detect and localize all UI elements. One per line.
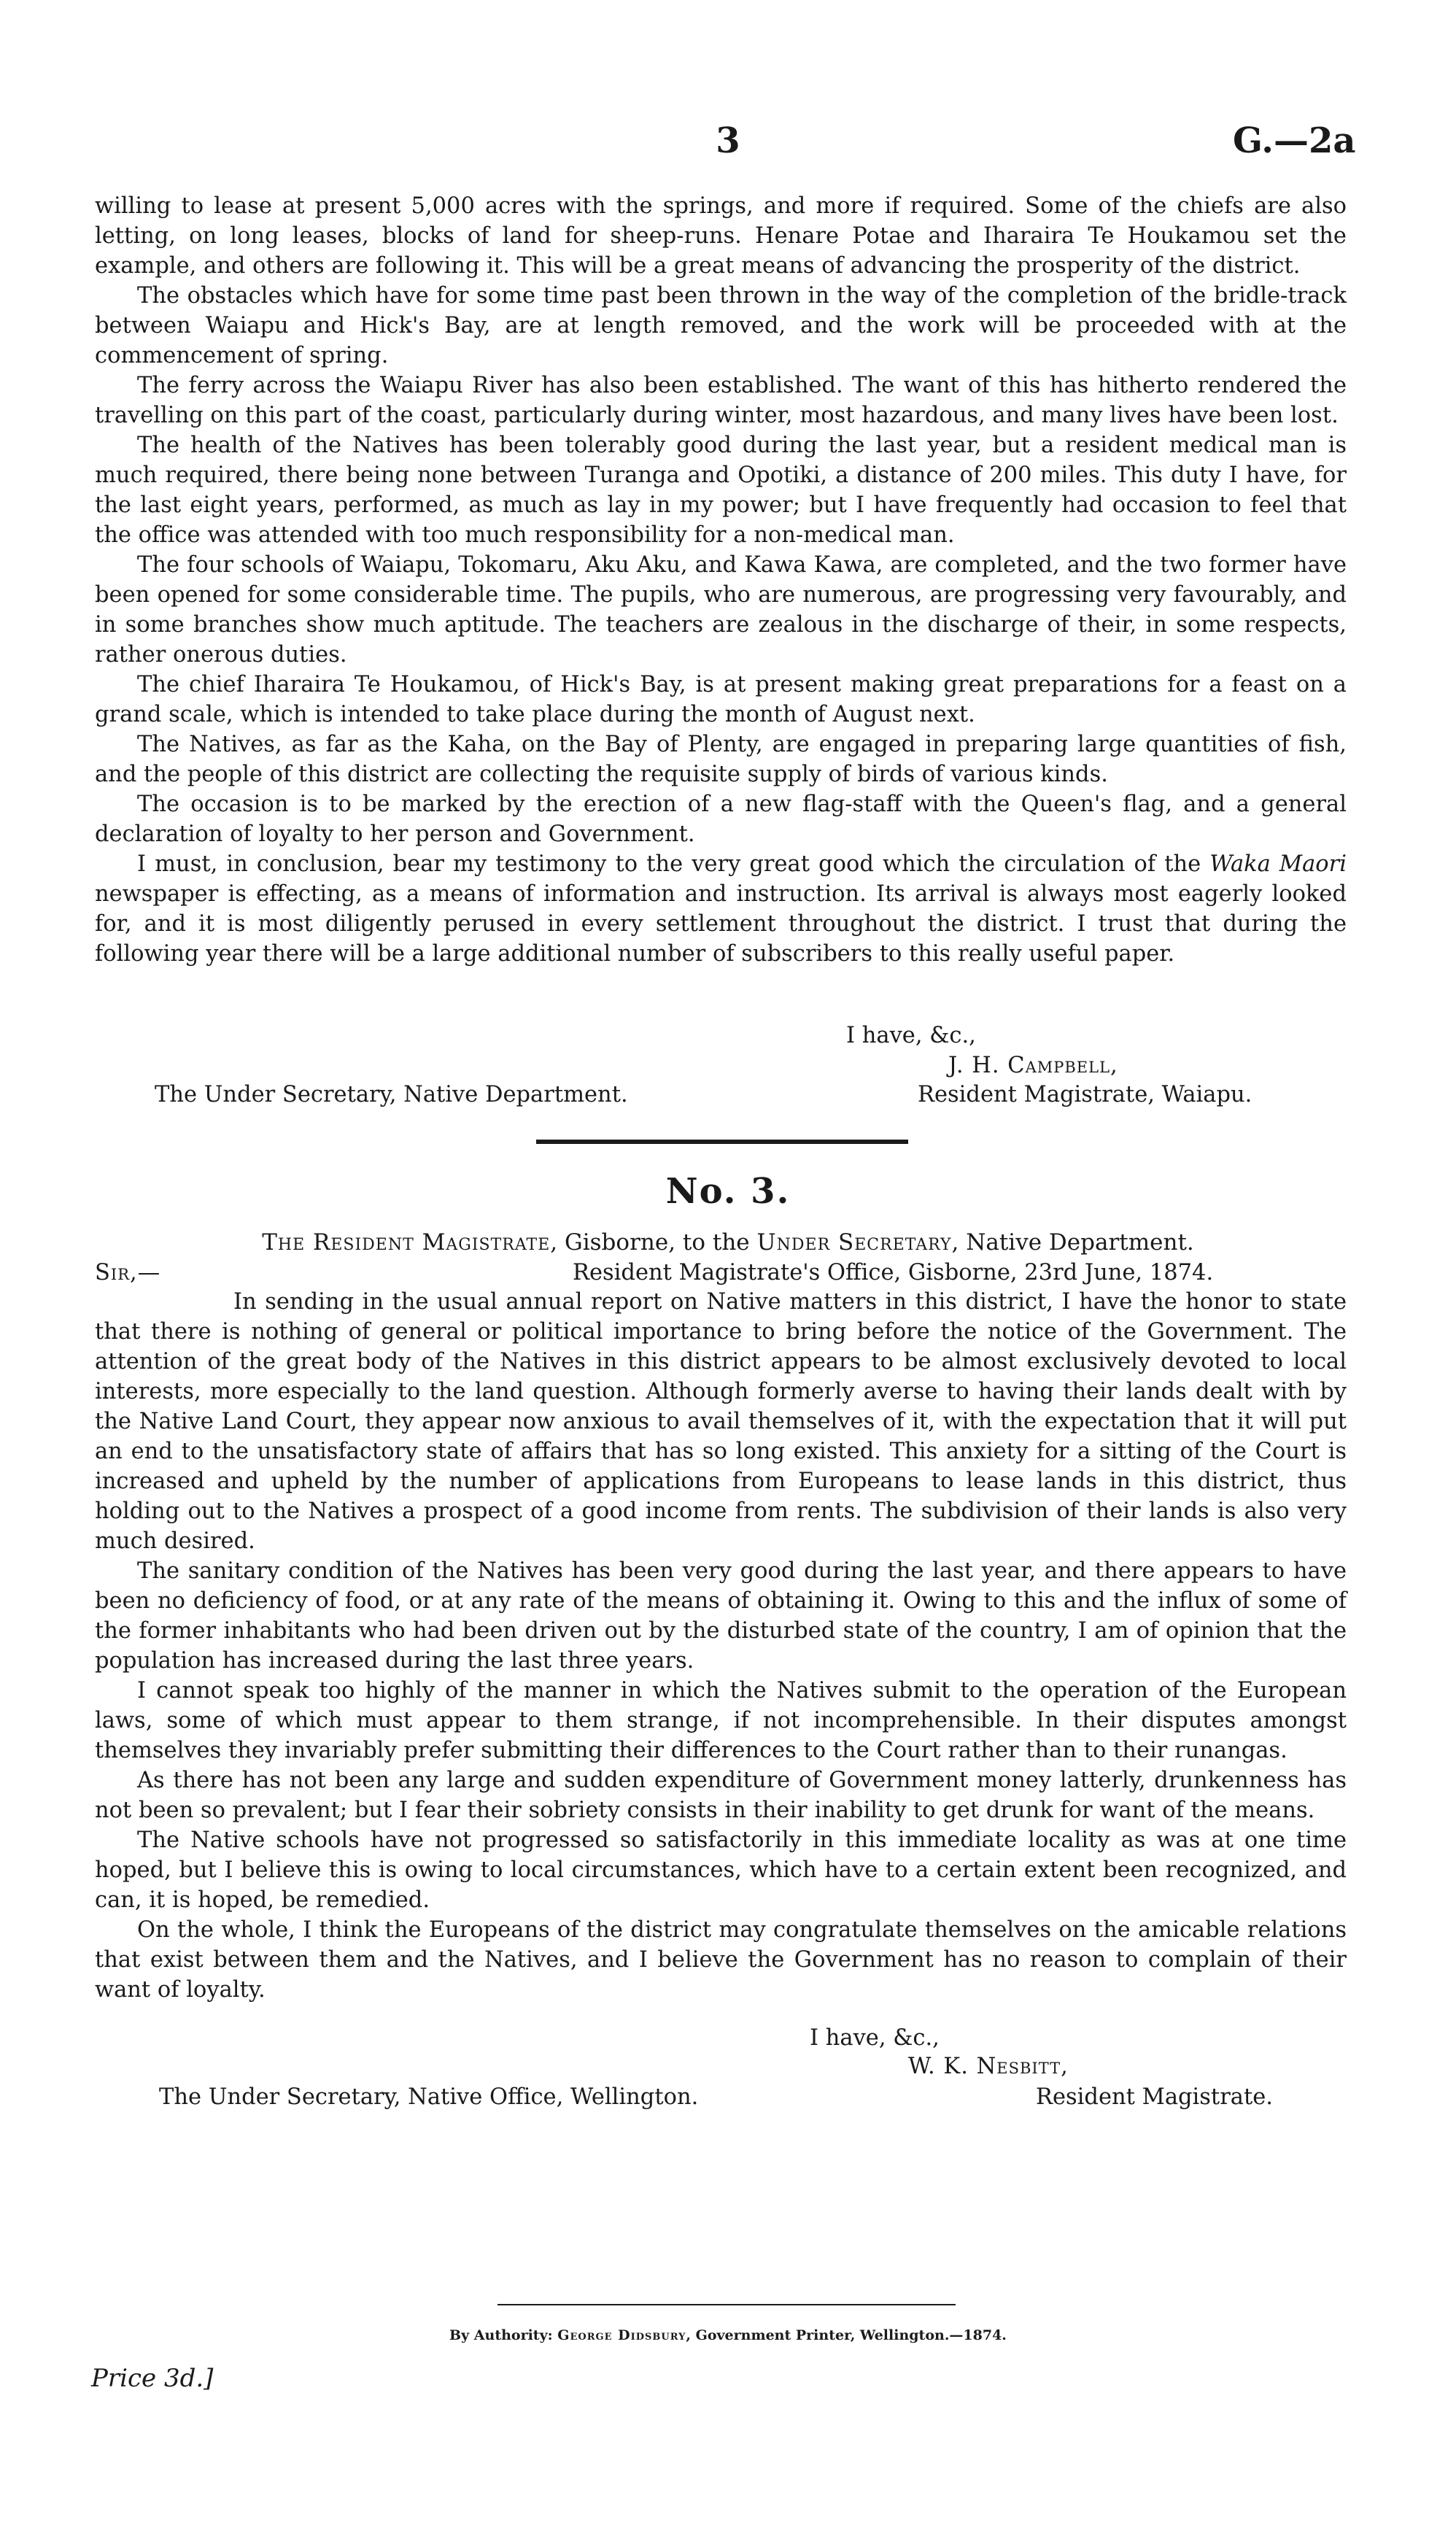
section-divider [536, 1140, 908, 1144]
salutation: Sir,— [95, 1260, 161, 1285]
paragraph: On the whole, I think the Europeans of the district may congratulate themselves on the amicable relations that exist between them and the Natives, and I believe the Government has no reason to complain of their want of loyalty. [95, 1917, 1347, 2003]
document-reference: G.—2a [1233, 120, 1356, 161]
paragraph: The four schools of Waiapu, Tokomaru, Aku Aku, and Kawa Kawa, are completed, and the two former have been opened for some considerable time. The pupils, who are numerous, are progressing very favourably, and in some branches show much aptitude. The teachers are zealous in the discharge of their, in some respects, rather onerous duties. [95, 552, 1347, 668]
paragraph: I cannot speak too highly of the manner in which the Natives submit to the operation of the European laws, some of which must appear to them strange, if not incomprehensible. In their disputes amongst themselves they invariably prefer submitting their differences to the Court rather than to their runangas. [95, 1678, 1347, 1763]
text-run: I must, in conclusion, bear my testimony to the very great good which the circulation of the [137, 851, 1210, 877]
closing: I have, &c., [810, 2025, 940, 2051]
text-run: , Gisborne, to the [550, 1229, 757, 1256]
footer-rule [497, 2304, 956, 2305]
addressee: The Under Secretary, Native Office, Wellington. [159, 2084, 699, 2110]
recipient: Under Secretary [756, 1229, 952, 1256]
signatory: W. K. Nesbitt, [908, 2054, 1069, 2079]
printer-imprint [0, 2327, 1456, 2343]
signatory-title: Resident Magistrate, Waiapu. [918, 1082, 1252, 1107]
paragraph: The Native schools have not progressed so satisfactorily in this immediate locality as was at one time hoped, but I believe this is owing to local circumstances, which have to a certain extent been recognized, and can, it is hoped, be remedied. [95, 1828, 1347, 1913]
dateline: Resident Magistrate's Office, Gisborne, 23rd June, 1874. [573, 1260, 1214, 1285]
text-run: newspaper is effecting, as a means of information and instruction. Its arrival is always most eagerly looked for, and it is most diligently perused in every settlement throughout the district. I trust that during the following year there will be a large additional number of subscribers to this really useful paper. [95, 881, 1347, 967]
printer-name: George Didsbury [557, 2327, 686, 2343]
paragraph: The health of the Natives has been tolerably good during the last year, but a resident medical man is much required, there being none between Turanga and Opotiki, a distance of 200 miles. This duty I have, for the last eight years, performed, as much as lay in my power; but I have frequently had occasion to feel that the office was attended with too much responsibility for a non-medical man. [95, 433, 1347, 548]
letter-heading [0, 1229, 1456, 1256]
paragraph: willing to lease at present 5,000 acres with the springs, and more if required. Some of the chiefs are also letting, on long leases, blocks of land for sheep-runs. Henare Potae and Iharaira Te Houkamou set the example, and others are following it. This will be a great means of advancing the prosperity of the district. [95, 193, 1347, 279]
paragraph: The chief Iharaira Te Houkamou, of Hick's Bay, is at present making great preparations for a feast on a grand scale, which is intended to take place during the month of August next. [95, 672, 1347, 727]
letter1-body [95, 191, 1347, 969]
newspaper-title: Waka Maori [1209, 851, 1347, 877]
text-run: , Native Department. [951, 1229, 1194, 1256]
paragraph: The obstacles which have for some time past been thrown in the way of the completion of the bridle-track between Waiapu and Hick's Bay, are at length removed, and the work will be proceeded with at the commencement of spring. [95, 283, 1347, 368]
text-run: By Authority: [449, 2327, 558, 2343]
paragraph: The sanitary condition of the Natives has been very good during the last year, and there appears to have been no deficiency of food, or at any rate of the means of obtaining it. Owing to this and the influx of some of the former inhabitants who had been driven out by the disturbed state of the country, I am of opinion that the population has increased during the last three years. [95, 1558, 1347, 1674]
page-number: 3 [716, 120, 740, 161]
price: Price 3d.] [91, 2364, 214, 2393]
sender: The Resident Magistrate [262, 1229, 551, 1256]
paragraph-last [95, 849, 1347, 969]
letter2-body [95, 1287, 1347, 2005]
signatory: J. H. Campbell, [948, 1053, 1118, 1078]
paragraph: The occasion is to be marked by the erection of a new flag-staff with the Queen's flag, and a general declaration of loyalty to her person and Government. [95, 792, 1347, 847]
section-number: No. 3. [665, 1171, 791, 1212]
text-run: , Government Printer, Wellington.—1874. [686, 2327, 1007, 2343]
closing: I have, &c., [846, 1023, 976, 1048]
paragraph: The ferry across the Waiapu River has also been established. The want of this has hitherto rendered the travelling on this part of the coast, particularly during winter, most hazardous, and many lives have been lost. [95, 373, 1347, 428]
paragraph: The Natives, as far as the Kaha, on the Bay of Plenty, are engaged in preparing large quantities of fish, and the people of this district are collecting the requisite supply of birds of various kinds. [95, 732, 1347, 787]
addressee: The Under Secretary, Native Department. [155, 1082, 628, 1107]
paragraph: As there has not been any large and sudden expenditure of Government money latterly, drunkenness has not been so prevalent; but I fear their sobriety consists in their inability to get drunk for want of the means. [95, 1768, 1347, 1823]
paragraph: In sending in the usual annual report on Native matters in this district, I have the honor to state that there is nothing of general or political importance to bring before the notice of the Government. The attention of the great body of the Natives in this district appears to be almost exclusively devoted to local interests, more especially to the land question. Although formerly averse to having their lands dealt with by the Native Land Court, they appear now anxious to avail themselves of it, with the expectation that it will put an end to the unsatisfactory state of affairs that has so long existed. This anxiety for a sitting of the Court is increased and upheld by the number of applications from Europeans to lease lands in this district, thus holding out to the Natives a prospect of a good income from rents. The subdivision of their lands is also very much desired. [95, 1289, 1347, 1554]
signatory-title: Resident Magistrate. [1036, 2084, 1273, 2110]
